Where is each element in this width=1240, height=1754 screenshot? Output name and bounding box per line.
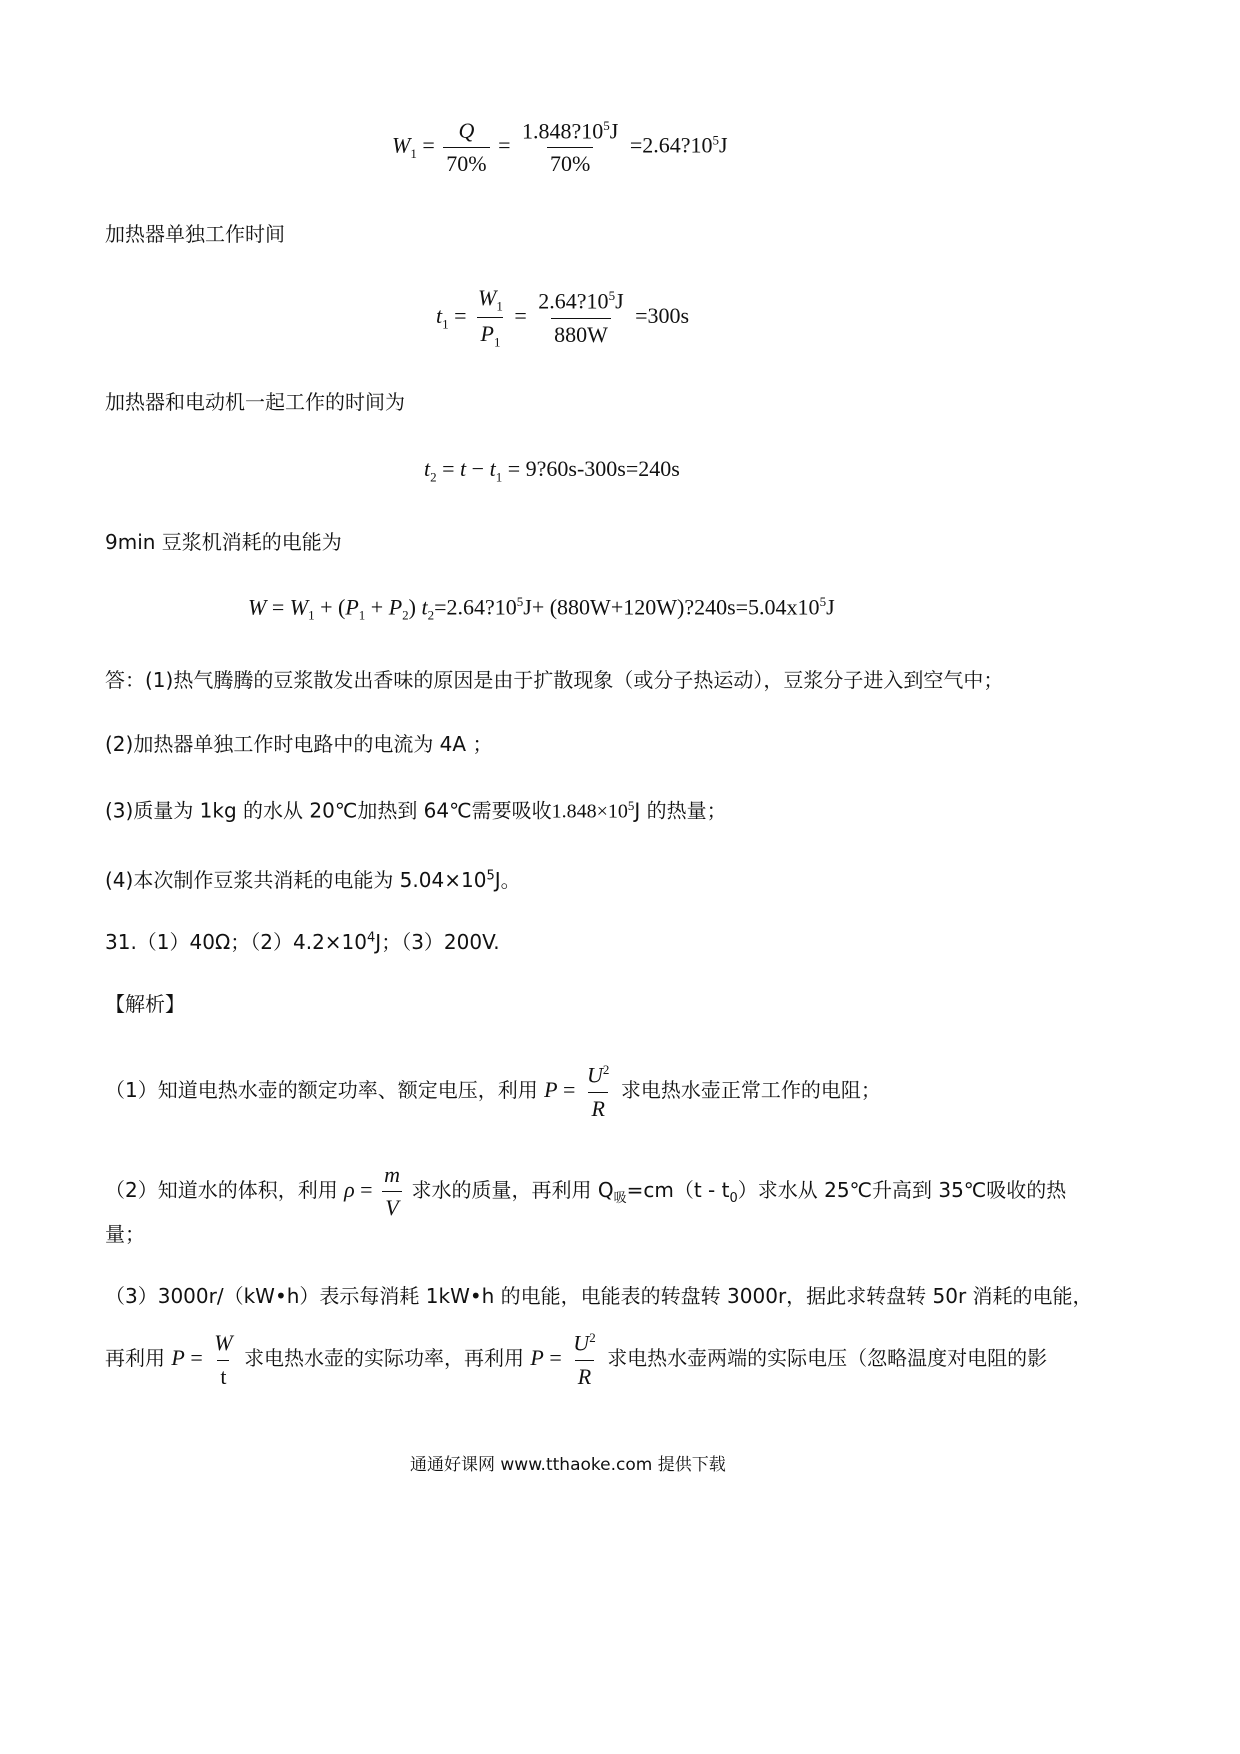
subscript: 1 [410, 146, 417, 162]
exponent: 5 [608, 288, 616, 304]
plus: + [365, 594, 389, 620]
var-p: P [544, 1077, 558, 1103]
fraction-heat-over-70 [519, 118, 621, 177]
var-p: P [388, 594, 403, 620]
var-p: P [480, 321, 494, 347]
fraction-w1-over-p1 [475, 285, 506, 351]
label-energy: 9min 豆浆机消耗的电能为 [105, 530, 342, 554]
analysis-2-text: （2）知道水的体积，利用 [105, 1177, 338, 1202]
fraction-q-over-70 [443, 118, 489, 177]
answer-4 [105, 868, 521, 892]
formula-power [544, 1062, 621, 1121]
equals: = [422, 132, 435, 158]
analysis-1-text: （1）知道电热水壶的额定功率、额定电压，利用 [105, 1078, 538, 1103]
var-w: W [289, 594, 309, 620]
var-t: t [424, 456, 431, 481]
subscript: 1 [495, 469, 503, 485]
plus-paren: + ( [314, 594, 346, 620]
formula-power-u2-over-r [530, 1330, 607, 1389]
answer-3-end: J 的热量； [634, 798, 727, 823]
numerator-value: 1.848?10 [522, 118, 604, 144]
subscript: 2 [402, 607, 409, 623]
answer-4-end: J。 [494, 868, 521, 892]
var-u: U [573, 1330, 590, 1356]
var-r: R [577, 1363, 592, 1389]
equals: = [354, 1176, 379, 1202]
exponent: 5 [603, 118, 610, 133]
var-v: V [385, 1195, 399, 1221]
minus: − [466, 456, 490, 481]
subscript: 1 [358, 607, 366, 623]
label-together-time: 加热器和电动机一起工作的时间为 [105, 390, 405, 414]
answer-1: 答：(1)热气腾腾的豆浆散发出香味的原因是由于扩散现象（或分子热运动），豆浆分子进入到空气中； [105, 668, 1004, 692]
numerator-unit: J [609, 118, 619, 144]
fraction-u2-over-r [570, 1330, 598, 1390]
analysis-2-mid: 求水的质量，再利用 Q [411, 1177, 614, 1202]
analysis-3-end: 求电热水壶两端的实际电压（忽略温度对电阻的影 [607, 1346, 1048, 1371]
result-exponent: 5 [712, 132, 719, 148]
exponent: 5 [486, 868, 495, 884]
fraction-u2-over-r [584, 1062, 612, 1122]
var-w: W [248, 594, 267, 620]
analysis-2-end: ）求水从 25℃升高到 35℃吸收的热 [737, 1177, 1067, 1202]
equals: = [543, 1345, 568, 1371]
var-p: P [171, 1345, 185, 1371]
denominator: 70% [547, 147, 593, 177]
fraction-m-over-v [381, 1162, 403, 1222]
formula-density [344, 1162, 411, 1221]
answer-2: (2)加热器单独工作时电路中的电流为 4A ； [105, 732, 493, 756]
var-t: t [421, 594, 428, 620]
label-heater-time: 加热器单独工作时间 [105, 222, 285, 246]
fraction-energy-over-power [535, 288, 626, 347]
answer-3 [105, 798, 727, 824]
answer-4-text: (4)本次制作豆浆共消耗的电能为 5.04×10 [105, 868, 487, 892]
subscript: 2 [427, 607, 435, 623]
result: =300s [635, 302, 690, 328]
var-u: U [586, 1062, 603, 1088]
var-t: t [436, 302, 443, 328]
exponent: 4 [367, 930, 376, 946]
subscript: 1 [493, 334, 501, 350]
equals: = [514, 302, 527, 328]
equation-w-total [248, 594, 835, 624]
equation-t2 [424, 456, 680, 485]
result: = 9?60s-300s=240s [502, 456, 680, 481]
page-footer: 通通好课网 www.tthaoke.com 提供下载 [410, 1455, 726, 1475]
result-part2: J+ (880W+120W)?240s=5.04x10 [523, 594, 820, 620]
var-rho: ρ [344, 1176, 355, 1202]
subscript: 吸 [613, 1190, 627, 1206]
var-t: t [460, 456, 467, 481]
var-r: R [591, 1095, 605, 1121]
analysis-2-formula: =cm（t - t [626, 1177, 730, 1202]
subscript: 0 [729, 1190, 738, 1206]
subscript: 1 [308, 607, 315, 623]
subscript: 1 [442, 316, 449, 332]
equation-t1 [436, 285, 689, 351]
numerator-unit: J [615, 288, 624, 314]
analysis-3-line2 [105, 1330, 1047, 1390]
q31-end: J；（3）200V. [375, 930, 500, 954]
var-t: t [489, 456, 496, 481]
exponent: 5 [819, 594, 827, 609]
answer-3-value: 1.848×10 [551, 800, 628, 823]
equals: = [184, 1345, 209, 1371]
unit: J [826, 594, 835, 620]
subscript: 1 [496, 298, 503, 314]
exponent: 5 [627, 798, 635, 813]
var-m: m [384, 1162, 400, 1187]
formula-power-w-over-t [171, 1330, 244, 1389]
equation-w1 [392, 118, 728, 177]
analysis-3-mid: 求电热水壶的实际功率，再利用 [244, 1346, 525, 1371]
close-paren: ) [408, 594, 416, 620]
answer-3-text: (3)质量为 1kg 的水从 20℃加热到 64℃需要吸收 [105, 798, 552, 823]
equals: = [454, 302, 467, 328]
subscript: 2 [430, 469, 437, 485]
var-w: W [478, 285, 497, 310]
analysis-1-end: 求电热水壶正常工作的电阻； [620, 1078, 881, 1103]
var-q: Q [458, 118, 475, 144]
q31-text: 31.（1）40Ω；（2）4.2×10 [105, 930, 368, 954]
equals: = [498, 132, 511, 158]
analysis-2-line2: 量； [105, 1222, 145, 1246]
exponent: 2 [602, 1062, 610, 1077]
analysis-2 [105, 1162, 1066, 1222]
analysis-3-line1: （3）3000r/（kW•h）表示每消耗 1kW•h 的电能，电能表的转盘转 3000r，据此求转盘转 50r 消耗的电能， [105, 1284, 1093, 1308]
result-unit: J [719, 132, 728, 158]
analysis-3-pre: 再利用 [105, 1346, 165, 1371]
question-31-answer [105, 930, 500, 954]
analysis-1 [105, 1062, 881, 1122]
result-part1: =2.64?10 [434, 594, 517, 620]
analysis-heading: 【解析】 [105, 992, 185, 1016]
var-w: W [392, 132, 411, 158]
result: =2.64?10 [629, 132, 713, 158]
denominator: 880W [551, 318, 611, 348]
fraction-w-over-t [211, 1330, 235, 1390]
equals: = [557, 1077, 581, 1103]
var-p: P [530, 1345, 544, 1371]
equals: = [266, 594, 290, 620]
var-w: W [214, 1330, 233, 1356]
numerator-value: 2.64?10 [538, 288, 609, 314]
exponent: 5 [516, 594, 524, 609]
equals: = [436, 456, 461, 481]
denominator: 70% [443, 147, 489, 177]
var-p: P [345, 594, 359, 620]
exponent: 2 [589, 1330, 596, 1345]
var-t: t [217, 1360, 229, 1390]
